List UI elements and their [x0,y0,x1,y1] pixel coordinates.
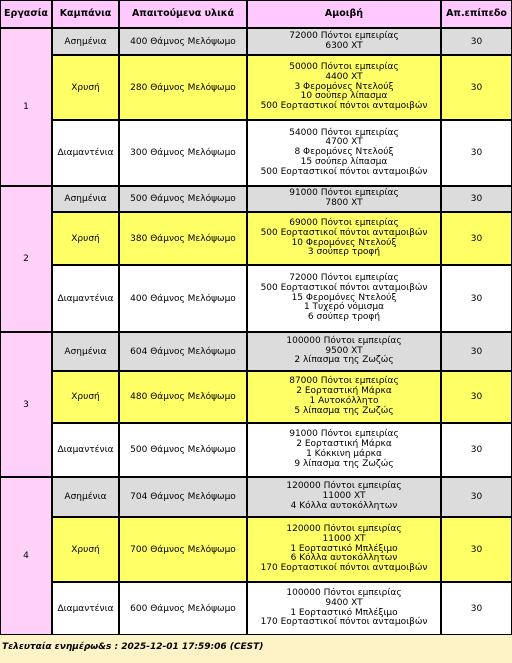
table-row [0,186,512,212]
reward-item: 5 λίπασμα της Ζωζώς [294,405,394,416]
reward-list [247,423,441,477]
campaign-gold: Χρυσή [52,371,119,423]
reward-item: 1 Εορταστικό Μπλέξιμο [290,607,398,618]
reward-item: 1 Κόκκινη μάρκα [306,449,382,459]
table-row [0,582,512,635]
reward-item: 500 Εορταστικοί πόντοι ανταμοιβών [260,282,428,293]
header-materials: Απαιτούμενα υλικά [119,0,247,28]
reward-list [247,28,441,55]
required-materials: 300 Θάμνος Μελόψωμο [119,120,247,186]
required-level: 30 [441,517,512,582]
table-body [0,28,512,635]
reward-item: 54000 Πόντοι εμπειρίας [289,127,399,138]
reward-item: 15 σούπερ λίπασμα [300,156,388,167]
table-row [0,423,512,477]
task-number: 1 [0,28,52,186]
last-updated-footer: Τελευταία ενημέρω&s : 2025-12-01 17:59:06 (CEST) [2,642,264,652]
reward-item: 3 Φερομόνες Ντελούξ [294,81,394,92]
reward-item: 100000 Πόντοι εμπειρίας [286,335,402,346]
required-materials: 380 Θάμνος Μελόψωμο [119,212,247,265]
reward-item: 15 Φερομόνες Ντελούξ [291,292,397,303]
reward-list [247,477,441,517]
reward-item: 500 Εορταστικοί πόντοι ανταμοιβών [260,101,428,112]
reward-item: 91000 Πόντοι εμπειρίας [289,429,399,440]
reward-item: 3 σούπερ τροφή [307,247,381,258]
reward-item: 6 Κόλλα αυτοκόλλητων [290,553,398,564]
required-level: 30 [441,55,512,120]
reward-item: 1 Τυχερό νόμισμα [303,302,385,313]
reward-list [247,55,441,120]
reward-item: 4400 XT [325,71,363,82]
required-level: 30 [441,423,512,477]
reward-item: 120000 Πόντοι εμπειρίας [286,481,402,492]
header-campaign: Καμπάνια [52,0,119,28]
required-materials: 600 Θάμνος Μελόψωμο [119,582,247,635]
table-header-row [0,0,512,28]
campaign-silver: Ασημένια [52,28,119,55]
reward-item: 9400 XT [325,597,363,608]
table-row [0,371,512,423]
reward-list [247,517,441,582]
reward-item: 7800 XT [325,198,363,208]
campaign-silver: Ασημένια [52,186,119,212]
required-level: 30 [441,332,512,371]
reward-item: 4 Κόλλα αυτοκόλλητων [290,500,398,511]
reward-item: 10 Φερομόνες Ντελούξ [291,237,397,248]
reward-item: 170 Εορταστικοί πόντοι ανταμοιβών [260,563,428,574]
reward-item: 1 Αυτοκόλλητο [309,396,379,406]
reward-list [247,332,441,371]
reward-item: 500 Εορταστικοί πόντοι ανταμοιβών [260,166,428,177]
table-row [0,477,512,517]
campaign-diamond: Διαμαντένια [52,582,119,635]
campaign-diamond: Διαμαντένια [52,423,119,477]
required-materials: 500 Θάμνος Μελόψωμο [119,423,247,477]
reward-item: 72000 Πόντοι εμπειρίας [289,273,399,283]
campaign-silver: Ασημένια [52,332,119,371]
task-number: 2 [0,186,52,332]
reward-item: 69000 Πόντοι εμπειρίας [289,217,399,228]
required-level: 30 [441,582,512,635]
campaign-diamond: Διαμαντένια [52,120,119,186]
required-materials: 480 Θάμνος Μελόψωμο [119,371,247,423]
reward-item: 9 λίπασμα της Ζωζώς [294,458,394,469]
required-materials: 700 Θάμνος Μελόψωμο [119,517,247,582]
reward-item: 50000 Πόντοι εμπειρίας [289,62,399,72]
table-row [0,28,512,55]
reward-item: 4700 XT [325,137,363,148]
reward-item: 6 σούπερ τροφή [307,312,381,323]
reward-item: 10 σούπερ λίπασμα [300,91,388,102]
table-row [0,265,512,332]
required-materials: 280 Θάμνος Μελόψωμο [119,55,247,120]
reward-item: 91000 Πόντοι εμπειρίας [289,188,399,199]
reward-item: 500 Εορταστικοί πόντοι ανταμοιβών [260,227,428,238]
required-level: 30 [441,477,512,517]
required-materials: 604 Θάμνος Μελόψωμο [119,332,247,371]
table-row [0,212,512,265]
reward-item: 11000 XT [322,491,366,502]
reward-item: 11000 XT [322,533,366,544]
reward-list [247,371,441,423]
required-materials: 400 Θάμνος Μελόψωμο [119,28,247,55]
campaign-silver: Ασημένια [52,477,119,517]
reward-list [247,582,441,635]
required-materials: 704 Θάμνος Μελόψωμο [119,477,247,517]
reward-item: 8 Φερομόνες Ντελούξ [294,147,394,158]
reward-item: 170 Εορταστικοί πόντοι ανταμοιβών [260,617,428,628]
table-row [0,517,512,582]
reward-item: 1 Εορταστικό Μπλέξιμο [290,543,398,554]
required-level: 30 [441,371,512,423]
reward-item: 2 Εορταστική Μάρκα [296,386,392,397]
required-level: 30 [441,186,512,212]
required-level: 30 [441,265,512,332]
reward-item: 2 λίπασμα της Ζωζώς [294,355,394,366]
task-number: 3 [0,332,52,477]
reward-item: 120000 Πόντοι εμπειρίας [286,524,402,534]
required-materials: 500 Θάμνος Μελόψωμο [119,186,247,212]
reward-item: 100000 Πόντοι εμπειρίας [286,587,402,598]
campaign-gold: Χρυσή [52,212,119,265]
campaign-diamond: Διαμαντένια [52,265,119,332]
table-row [0,120,512,186]
campaign-gold: Χρυσή [52,517,119,582]
reward-item: 9500 XT [325,345,363,356]
reward-item: 72000 Πόντοι εμπειρίας [289,30,399,41]
table-row [0,332,512,371]
reward-item: 87000 Πόντοι εμπειρίας [289,376,399,387]
required-level: 30 [441,212,512,265]
header-reward: Αμοιβή [247,0,441,28]
required-materials: 400 Θάμνος Μελόψωμο [119,265,247,332]
reward-item: 6300 XT [325,40,363,51]
required-level: 30 [441,28,512,55]
reward-list [247,212,441,265]
reward-list [247,265,441,332]
reward-list [247,186,441,212]
header-task: Εργασία [0,0,52,28]
campaign-gold: Χρυσή [52,55,119,120]
reward-item: 2 Εορταστική Μάρκα [296,439,392,450]
header-level: Απ.επίπεδο [441,0,512,28]
required-level: 30 [441,120,512,186]
reward-list [247,120,441,186]
task-number: 4 [0,477,52,635]
table-row [0,55,512,120]
